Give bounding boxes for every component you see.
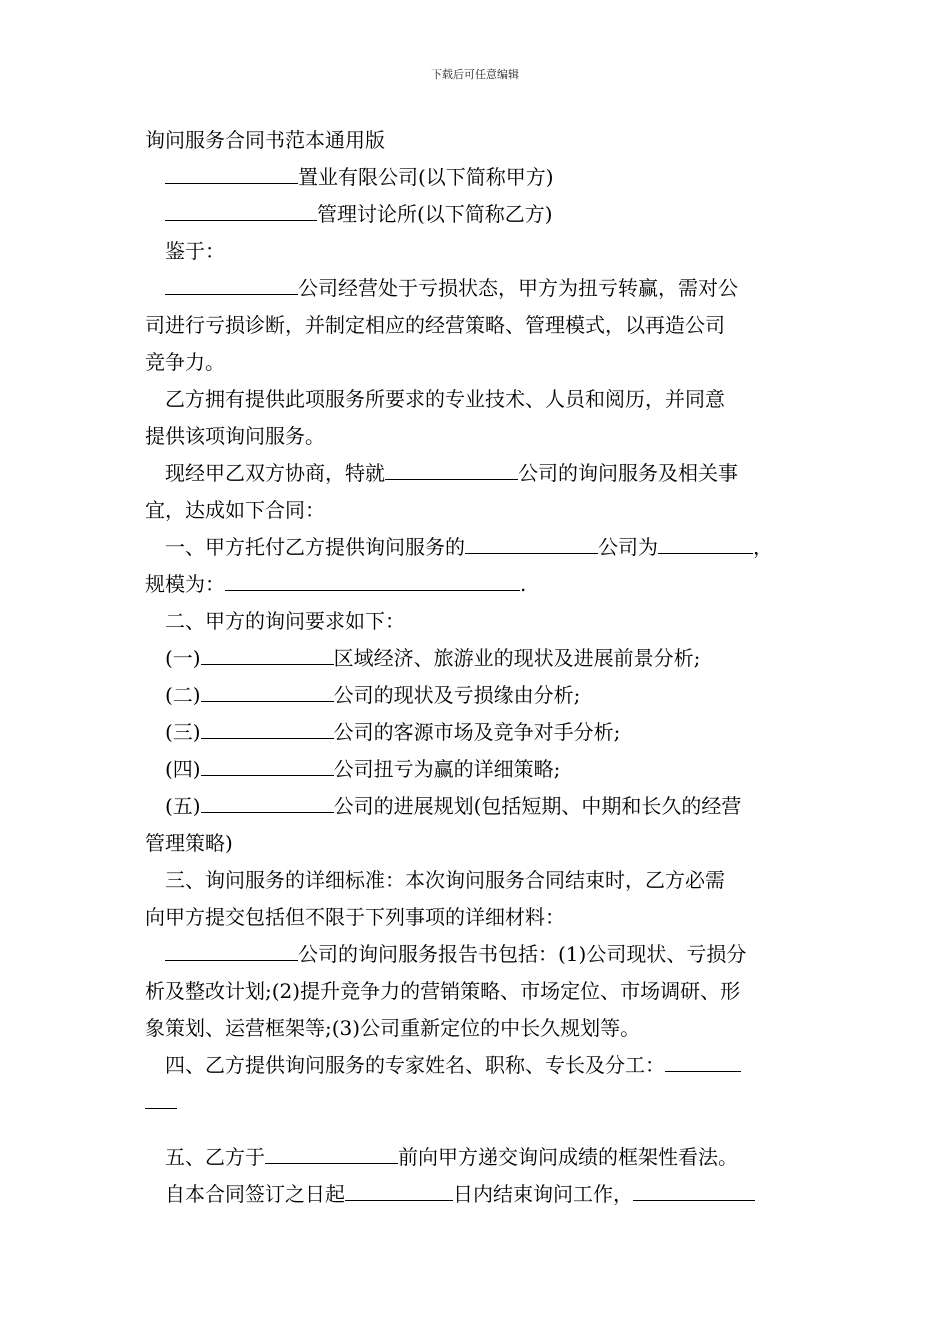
section-4-line [145,1084,807,1121]
blank-field[interactable] [165,159,298,184]
list-item [145,640,807,677]
item-text: 区域经济、旅游业的现状及进展前景分析; [333,646,701,670]
list-item [145,677,807,714]
section-4-line [145,1047,807,1084]
party-a-line [145,159,807,196]
list-item-continuation: 管理策略) [145,831,233,855]
section-1-line [145,566,807,603]
list-item [145,751,807,788]
blank-field[interactable] [165,270,298,295]
item-text: 公司的进展规划(包括短期、中期和长久的经营 [333,794,742,818]
blank-field[interactable] [201,714,334,739]
item-text: 公司的客源市场及竞争对手分析; [333,720,621,744]
paragraph-line [145,270,807,307]
section-3-line: 象策划、运营框架等;(3)公司重新定位的中长久规划等。 [145,1016,641,1040]
item-text: 公司的现状及亏损缘由分析; [333,683,581,707]
section-3-line: 三、询问服务的详细标准：本次询问服务合同结束时，乙方必需 [165,868,725,892]
blank-field[interactable] [201,677,334,702]
item-text: 公司扭亏为赢的详细策略; [333,757,561,781]
blank-field[interactable] [201,788,334,813]
paragraph-text: 公司经营处于亏损状态，甲方为扭亏转赢，需对公 [298,276,738,300]
section-6-line [145,1176,807,1213]
page-header: 下载后可任意编辑 [431,68,519,81]
item-label: (三) [165,720,201,744]
paragraph-line: 提供该项询问服务。 [145,424,325,448]
item-label: (四) [165,757,201,781]
blank-field[interactable] [385,455,518,480]
blank-field[interactable] [265,1139,398,1164]
paragraph-line: 乙方拥有提供此项服务所要求的专业技术、人员和阅历，并同意 [165,387,725,411]
party-a-text: 置业有限公司(以下简称甲方) [298,165,554,189]
section-text: 一、甲方托付乙方提供询问服务的 [165,535,465,559]
item-label: (五) [165,794,201,818]
section-text: 四、乙方提供询问服务的专家姓名、职称、专长及分工： [165,1053,665,1077]
section-text: 公司的询问服务报告书包括：(1)公司现状、亏损分 [298,942,747,966]
section-3-line: 向甲方提交包括但不限于下列事项的详细材料： [145,905,565,929]
section-text: 规模为： [145,572,225,596]
section-text: 日内结束询问工作， [453,1182,633,1206]
item-label: (二) [165,683,201,707]
section-text: 自本合同签订之日起 [165,1182,345,1206]
party-b-line [145,196,807,233]
section-text: . [520,572,527,596]
blank-field[interactable] [145,1084,177,1109]
blank-field[interactable] [665,1047,741,1072]
blank-field[interactable] [465,529,598,554]
blank-field[interactable] [633,1176,755,1201]
section-text: 公司为 [598,535,658,559]
section-2-title: 二、甲方的询问要求如下： [165,609,405,633]
section-1-line [145,529,807,566]
section-5-line [145,1139,807,1176]
paragraph-line [145,455,807,492]
list-item [145,714,807,751]
paragraph-line: 竞争力。 [145,350,225,374]
section-3-line: 析及整改计划;(2)提升竞争力的营销策略、市场定位、市场调研、形 [145,979,741,1003]
item-label: (一) [165,646,201,670]
paragraph-line: 宜，达成如下合同： [145,498,325,522]
blank-field[interactable] [165,936,298,961]
section-text: 前向甲方递交询问成绩的框架性看法。 [398,1145,738,1169]
blank-field[interactable] [201,640,334,665]
blank-field[interactable] [165,196,317,221]
paragraph-text: 公司的询问服务及相关事 [518,461,738,485]
blank-field[interactable] [658,529,753,554]
paragraph-text: 现经甲乙双方协商，特就 [165,461,385,485]
party-b-text: 管理讨论所(以下简称乙方) [317,202,553,226]
blank-field[interactable] [345,1176,453,1201]
blank-field[interactable] [225,566,520,591]
paragraph-line: 司进行亏损诊断，并制定相应的经营策略、管理模式，以再造公司 [145,313,725,337]
list-item [145,788,807,825]
section-text: ， [753,535,773,559]
section-text: 五、乙方于 [165,1145,265,1169]
document-title: 询问服务合同书范本通用版 [145,128,385,152]
section-3-line [145,936,807,973]
document-body [145,122,807,1213]
blank-field[interactable] [201,751,334,776]
whereas-label: 鉴于： [165,239,225,263]
